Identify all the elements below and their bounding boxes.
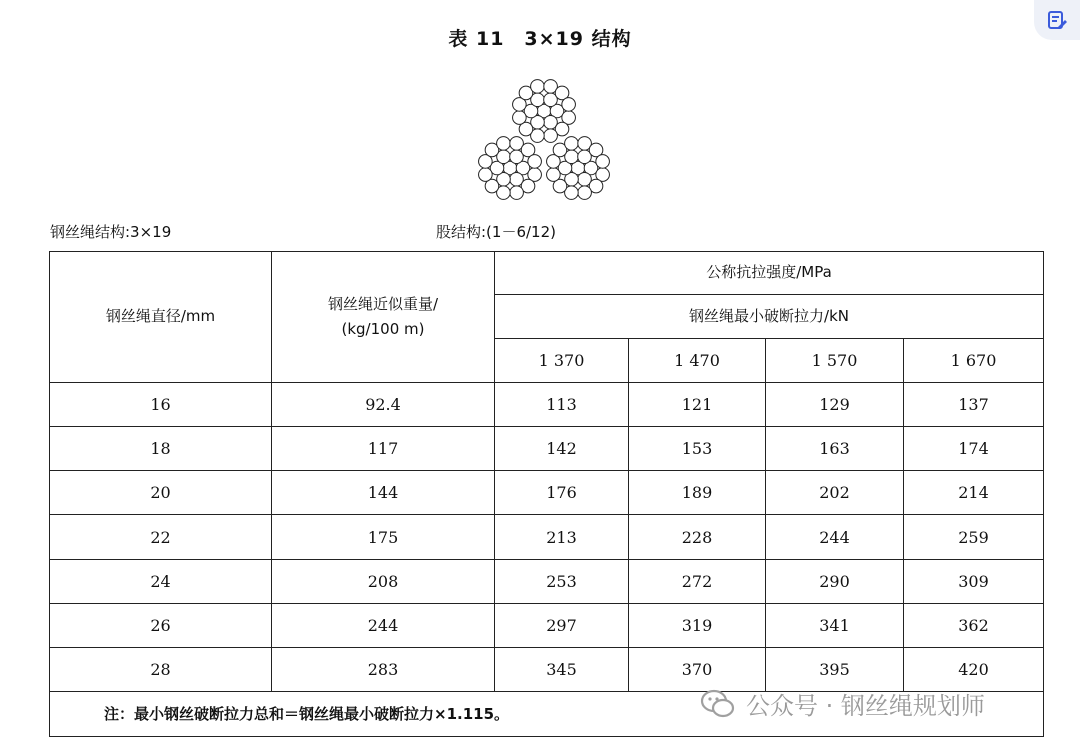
table-row [50,603,1044,647]
strength-grade: 1 370 [495,339,629,383]
table-cell: 370 [629,647,766,691]
header-diameter: 钢丝绳直径/mm [50,252,272,383]
header-weight [272,252,495,383]
table-cell: 214 [904,471,1044,515]
table-cell: 283 [272,647,495,691]
table-cell: 253 [495,559,629,603]
table-cell: 163 [766,427,904,471]
table-cell: 362 [904,603,1044,647]
header-weight-line1: 钢丝绳近似重量/ [327,294,439,313]
table-cell: 297 [495,603,629,647]
table-cell: 244 [766,515,904,559]
edit-note-icon [1046,9,1068,31]
header-strength: 公称抗拉强度/MPa [495,252,1044,295]
table-cell: 92.4 [272,383,495,427]
watermark-text: 公众号 · 钢丝绳规划师 [746,692,985,720]
table-row [50,647,1044,691]
table-cell: 153 [629,427,766,471]
table-cell: 121 [629,383,766,427]
table-cell: 22 [50,515,272,559]
table-cell: 189 [629,471,766,515]
table-cell: 16 [50,383,272,427]
header-weight-line2: (kg/100 m) [341,320,425,339]
table-cell: 420 [904,647,1044,691]
strength-grade: 1 570 [766,339,904,383]
table-cell: 213 [495,515,629,559]
table-cell: 259 [904,515,1044,559]
strength-grade: 1 670 [904,339,1044,383]
table-row [50,515,1044,559]
spec-table [49,251,1044,737]
table-cell: 117 [272,427,495,471]
table-cell: 228 [629,515,766,559]
table-cell: 319 [629,603,766,647]
table-cell: 341 [766,603,904,647]
header-breaking-force: 钢丝绳最小破断拉力/kN [495,295,1044,339]
table-cell: 18 [50,427,272,471]
rope-structure-label: 钢丝绳结构:3×19 [50,223,172,241]
rope-cross-section-icon [474,78,614,210]
strand-structure-label: 股结构:(1－6/12) [436,223,556,241]
table-row [50,559,1044,603]
table-title: 表 11 3×19 结构 [448,28,632,50]
table-cell: 244 [272,603,495,647]
table-cell: 175 [272,515,495,559]
table-cell: 137 [904,383,1044,427]
table-cell: 176 [495,471,629,515]
table-cell: 28 [50,647,272,691]
table-cell: 26 [50,603,272,647]
wechat-icon [700,689,736,719]
table-cell: 129 [766,383,904,427]
table-cell: 113 [495,383,629,427]
edit-note-button[interactable] [1034,0,1080,40]
table-row [50,427,1044,471]
table-cell: 142 [495,427,629,471]
table-cell: 272 [629,559,766,603]
table-cell: 144 [272,471,495,515]
watermark [700,686,985,721]
table-cell: 174 [904,427,1044,471]
table-cell: 202 [766,471,904,515]
table-row [50,471,1044,515]
table-cell: 345 [495,647,629,691]
strength-grade: 1 470 [629,339,766,383]
table-cell: 309 [904,559,1044,603]
header-row [50,252,1044,295]
table-cell: 395 [766,647,904,691]
table-cell: 24 [50,559,272,603]
table-row [50,383,1044,427]
table-cell: 208 [272,559,495,603]
table-cell: 20 [50,471,272,515]
table-cell: 290 [766,559,904,603]
table-note: 注：最小钢丝破断拉力总和＝钢丝绳最小破断拉力×1.115。 [50,691,1044,736]
